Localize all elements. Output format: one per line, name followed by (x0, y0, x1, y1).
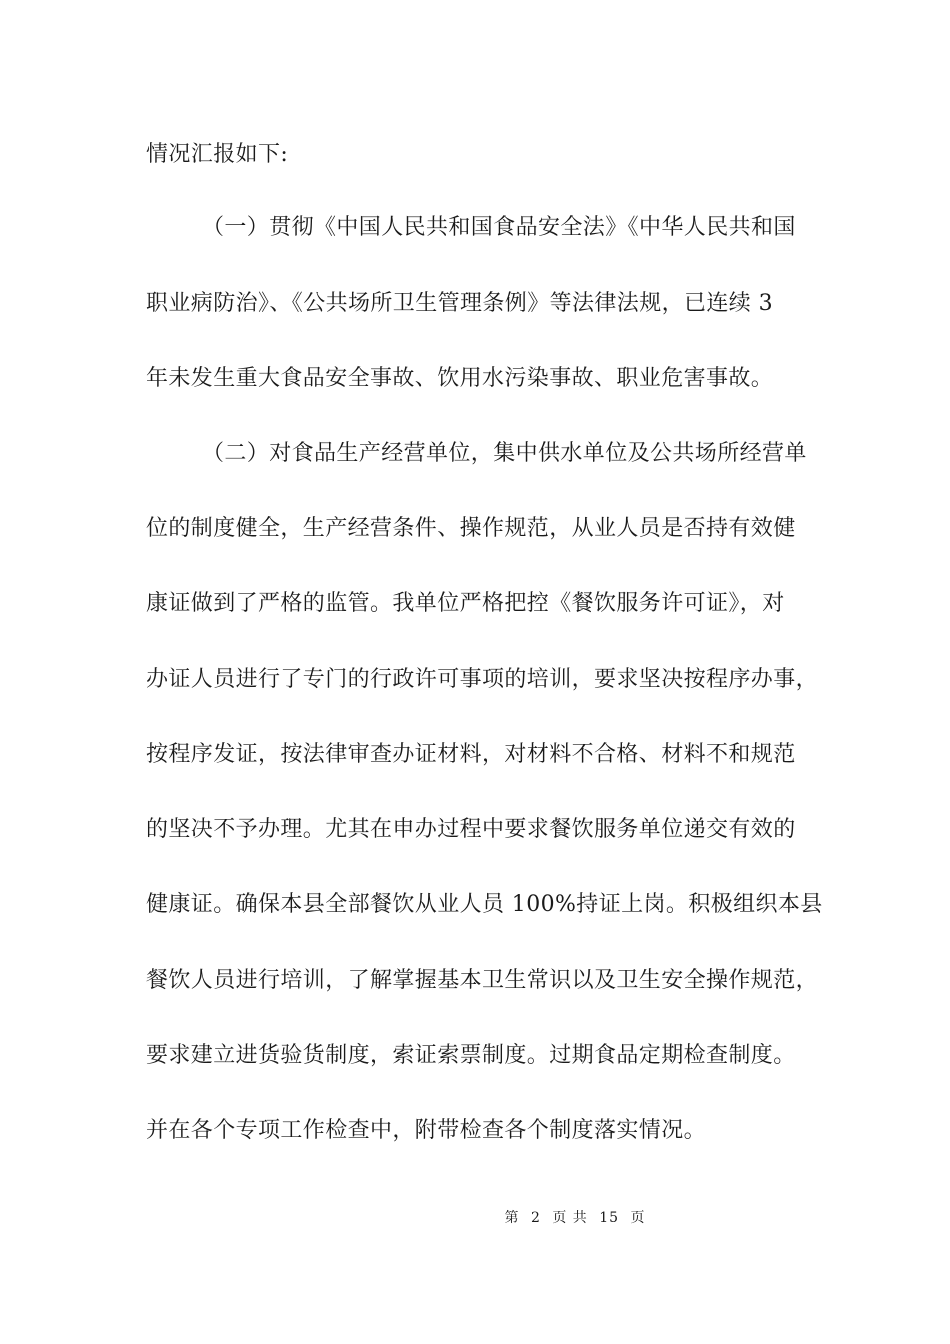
paragraph-2-line-7: 健康证。确保本县全部餐饮从业人员 100%持证上岗。积极组织本县 (146, 892, 823, 917)
paragraph-2-line-10: 并在各个专项工作检查中，附带检查各个制度落实情况。 (146, 1118, 707, 1143)
paragraph-1-line-3: 年未发生重大食品安全事故、饮用水污染事故、职业危害事故。 (146, 366, 774, 391)
page-footer (0, 1208, 950, 1228)
paragraph-2-line-8: 餐饮人员进行培训，了解掌握基本卫生常识以及卫生安全操作规范， (146, 968, 819, 993)
paragraph-2-line-3: 康证做到了严格的监管。我单位严格把控《餐饮服务许可证》，对 (146, 591, 785, 616)
paragraph-1-line-2: 职业病防治》、《公共场所卫生管理条例》等法律法规，已连续 3 (146, 291, 773, 316)
current-page-number: 2 (530, 1210, 541, 1226)
footer-suffix: 页 (630, 1210, 646, 1226)
paragraph-2-line-4: 办证人员进行了专门的行政许可事项的培训，要求坚决按程序办事， (146, 667, 819, 692)
footer-prefix: 第 (504, 1210, 520, 1226)
total-page-count: 15 (599, 1210, 620, 1226)
paragraph-1-line-1: （一）贯彻《中国人民共和国食品安全法》《中华人民共和国 (202, 215, 796, 240)
paragraph-2-line-5: 按程序发证，按法律审查办证材料，对材料不合格、材料不和规范 (146, 742, 796, 767)
footer-middle: 页 共 (552, 1210, 588, 1226)
paragraph-2-line-9: 要求建立进货验货制度，索证索票制度。过期食品定期检查制度。 (146, 1043, 796, 1068)
paragraph-2-line-6: 的坚决不予办理。尤其在申办过程中要求餐饮服务单位递交有效的 (146, 817, 796, 842)
paragraph-2-line-2: 位的制度健全，生产经营条件、操作规范，从业人员是否持有效健 (146, 516, 796, 541)
paragraph-2-line-1: （二）对食品生产经营单位，集中供水单位及公共场所经营单 (202, 441, 807, 466)
text-line-1: 情况汇报如下: (146, 142, 289, 167)
